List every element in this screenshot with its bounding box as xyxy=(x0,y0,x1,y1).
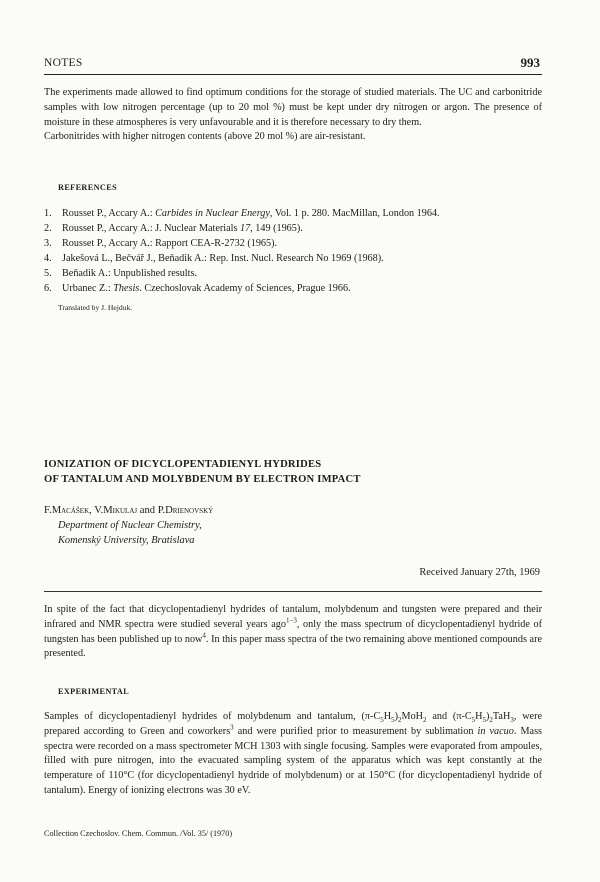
article-rule xyxy=(44,591,542,592)
experimental-heading: EXPERIMENTAL xyxy=(58,687,130,696)
reference-list xyxy=(44,207,542,296)
author-affiliation: Department of Nuclear Chemistry, Komenský University, Bratislava xyxy=(58,520,202,546)
header-rule xyxy=(44,74,542,75)
reference-item: 6. Urbanec Z.: Thesis. Czechoslovak Academy of Sciences, Prague 1966. xyxy=(44,282,351,294)
reference-item: 3. Rousset P., Accary A.: Rapport CEA-R-2732 (1965). xyxy=(44,237,278,249)
reference-item: 5. Beňadik A.: Unpublished results. xyxy=(44,267,197,279)
running-header-section: NOTES xyxy=(44,57,83,69)
abstract-paragraph: In spite of the fact that dicyclopentadienyl hydrides of tantalum, molybdenum and tungsten were prepared and their infrared and NMR spectra were studied several years ago$^{1-3}$, only the mass spectrum of dicyclopentadienyl hydride of tungsten has been published up to now$^4$. In this paper mass spectra of the two remaining above mentioned compounds are presented. xyxy=(44,604,542,660)
received-date: Received January 27th, 1969 xyxy=(419,567,540,578)
article-title: IONIZATION OF DICYCLOPENTADIENYL HYDRIDES OF TANTALUM AND MOLYBDENUM BY ELECTRON IMPACT xyxy=(44,459,361,485)
intro-text xyxy=(44,86,542,145)
intro-paragraph-1: The experiments made allowed to find optimum conditions for the storage of studied materials. The UC and carbonitride samples with low nitrogen percentage (up to 20 mol %) must be kept under dry nitrogen or argon. The presence of moisture in these atmospheres is very unfavourable and it is therefore necessary to dry them. xyxy=(44,87,542,128)
references-heading: REFERENCES xyxy=(58,183,118,192)
intro-paragraph-2: Carbonitrides with higher nitrogen contents (above 20 mol %) are air-resistant. xyxy=(44,131,366,143)
article-authors: F.Macášek, V.Mikulaj and P.Drienovský xyxy=(44,505,214,516)
experimental-paragraph: Samples of dicyclopentadienyl hydrides of molybdenum and tantalum, $(\pi-C_5H_5)_2MoH_2$ and $(\pi-C_5H_5)_2TaH_3$, were prepared according to Green and coworkers$^3$ and were purified prior to measurement by sublimation in vacuo. Mass spectra were recorded on a mass spectrometer MCH 1303 with single focusing. Samples were evaporated from ampoules, filled with pure nitrogen, into the evacuated sampling system of the apparatus which was kept constantly at the temperature of 110°C (for dicyclopentadienyl hydride of molybdenum) or at 150°C (for dicyclopentadienyl hydride of tantalum). Energy of ionizing electrons was 30 eV. xyxy=(44,711,542,796)
page-number: 993 xyxy=(520,55,540,70)
translator-note: Translated by J. Hejduk. xyxy=(58,303,133,312)
reference-item: 1. Rousset P., Accary A.: Carbides in Nuclear Energy, Vol. 1 p. 280. MacMillan, London 1964. xyxy=(44,208,440,219)
reference-item: 4. Jakešová L., Bečvář J., Beňadik A.: Rep. Inst. Nucl. Research No 1969 (1968). xyxy=(44,252,384,264)
reference-item: 2. Rousset P., Accary A.: J. Nuclear Materials 17, 149 (1965). xyxy=(44,222,303,234)
journal-footer: Collection Czechoslov. Chem. Commun. /Vol. 35/ (1970) xyxy=(44,829,233,838)
